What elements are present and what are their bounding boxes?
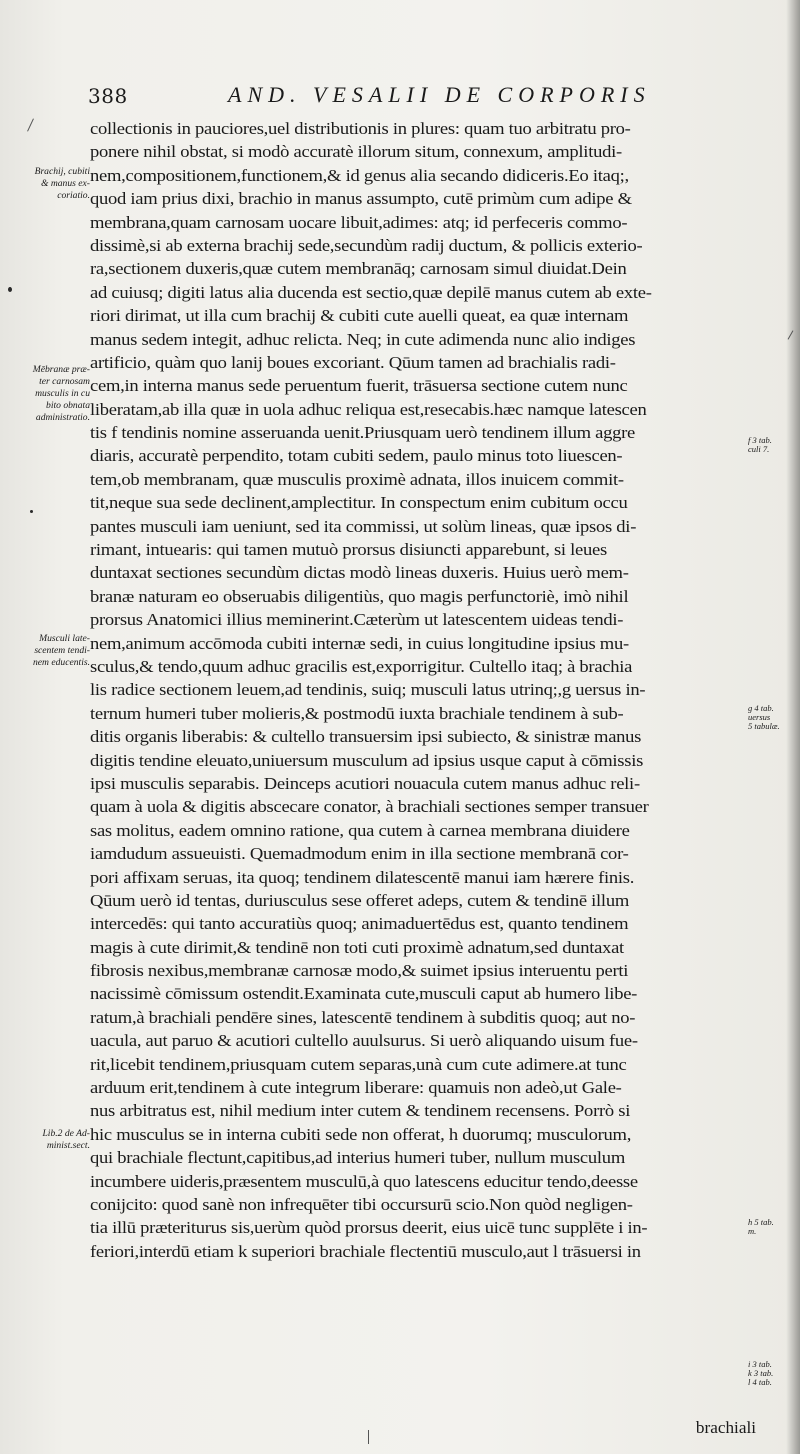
text-line: sculus,& tendo,quum adhuc gracilis est,exporrigitur. Cultello itaq; à brachia [90, 656, 633, 676]
text-line: dissimè,si ab externa brachij sede,secundùm radij ductum, & pollicis exterio- [90, 235, 643, 255]
margin-note: Mēbranæ præ- ter carnosam musculis in cu bito obnata administratio. [32, 364, 90, 423]
text-line: duntaxat sectiones secundùm dictas modò lineas duxeris. Huius uerò mem- [90, 563, 629, 583]
paper-mark [368, 1430, 369, 1444]
catchword: brachiali [695, 1418, 756, 1437]
text-line: tem,ob membranam, quæ musculis proximè adnata, illos inuicem commit- [90, 469, 624, 489]
text-line: manus sedem integit, adhuc relicta. Neq; in cute adimenda nunc alio indiges [90, 329, 636, 349]
text-line: ipsi musculis separabis. Deinceps acutiori nouacula cutem manus adhuc reli- [90, 773, 640, 793]
text-line: pantes musculi iam ueniunt, sed ita commissi, ut solùm lineas, quæ ipsos di- [90, 516, 637, 536]
text-line: quam à uola & digitis abscecare conator, à brachiali sectiones semper transuer [90, 797, 649, 817]
text-line: ponere nihil obstat, si modò accuratè illorum situm, connexum, amplitudi- [90, 142, 622, 162]
ink-spot [8, 287, 12, 292]
text-line: nus arbitratus est, nihil medium inter cutem & tendinem recensens. Porrò si [90, 1101, 631, 1121]
text-line: qui brachiale flectunt,capitibus,ad interius humeri tuber, nullum musculum [90, 1148, 625, 1168]
text-line: ra,sectionem duxeris,quæ cutem membranāq; carnosam simul diuidat.Dein [90, 259, 627, 279]
text-line: branæ naturam eo obseruabis diligentiùs, quo magis perfunctoriè, imò nihil [90, 586, 629, 606]
text-line: cem,in interna manus sede peruentum fuerit, trāsuersa sectione cutem nunc [90, 376, 628, 396]
text-line: prorsus Anatomici illius meminerint.Cæterùm ut latescentem uideas tendi- [90, 610, 624, 630]
margin-note: Lib.2 de Ad- minist.sect. [42, 1128, 90, 1151]
text-line: diaris, accuratè perpendito, totam cubiti sedem, paulo minus toto liuescen- [90, 446, 623, 466]
text-line: rimant, intuearis: qui tamen mutuò prorsus disiuncti apparebunt, si leues [90, 540, 607, 560]
text-line: ad cuiusq; digiti latus alia ducenda est sectio,quæ depilē manus cutem ab exte- [90, 282, 652, 302]
text-line: artificio, quàm quo lanij boues excoriant. Qūum tamen ad brachialis radi- [90, 352, 616, 372]
right-margin-reference: f 3 tab. culi 7. [748, 435, 772, 454]
text-line: tis f tendinis nomine asseruanda uenit.Priusquam uerò tendinem illum aggre [90, 423, 636, 443]
text-line: magis à cute dirimit,& tendinē non toti cuti proximè adnatum,sed duntaxat [90, 937, 624, 957]
page-header [80, 84, 720, 114]
margin-note: Brachij, cubiti & manus ex- coriatio. [34, 166, 90, 201]
text-line: tia illū præteriturus sis,uerùm quòd prorsus deerit, eius uicē tunc supplēte i in- [90, 1218, 648, 1238]
text-line: ratum,à brachiali pendēre sines, latescentē tendinem à subditis quoq; aut no- [90, 1007, 636, 1027]
right-margin-reference: i 3 tab. k 3 tab. l 4 tab. [748, 1359, 774, 1387]
text-line: conijcito: quod sanè non infrequēter tibi occursurū scio.Non quòd negligen- [90, 1194, 633, 1214]
right-margin-reference: g 4 tab. uersus 5 tabulæ. [748, 703, 780, 731]
text-line: rit,licebit tendinem,priusquam cutem separas,unà cum cute adimere.at tunc [90, 1054, 627, 1074]
text-line: arduum erit,tendinem à cute integrum liberare: quamuis non adeò,ut Gale- [90, 1078, 622, 1098]
running-head: AND. VESALII DE CORPORIS [228, 82, 651, 107]
paper-mark [27, 118, 34, 131]
text-line: riori dirimat, ut illa cum brachij & cubiti cute auelli queat, ea quæ internam [90, 306, 629, 326]
text-line: intercedēs: qui tanto accuratiùs quoq; animaduertēdus est, quanto tendinem [90, 914, 629, 934]
text-line: nem,animum accōmoda cubiti internæ sedi, in cuius longitudine ipsius mu- [90, 633, 629, 653]
text-line: membrana,quam carnosam uocare libuit,adimes: atq; id perfeceris commo- [90, 212, 628, 232]
text-line: digitis tendine eleuato,uniuersum musculum ad ipsius usque caput à cōmissis [90, 750, 644, 770]
text-line: pori affixam seruas, ita quoq; tendinem dilatescentē manui iam hærere finis. [90, 867, 635, 887]
text-line: Qūum uerò id tentas, duriusculus sese offeret adeps, cutem & tendinē illum [90, 890, 630, 910]
text-line: nacissimè cōmissum ostendit.Examinata cute,musculi caput ab humero libe- [90, 984, 638, 1004]
text-line: liberatam,ab illa quæ in uola adhuc reliqua est,resecabis.hæc namque latescen [90, 399, 647, 419]
page-number: 388 [88, 84, 128, 108]
text-line: fibrosis nexibus,membranæ carnosæ modo,& suimet ipsius interuentu perti [90, 961, 629, 981]
text-line: ternum humeri tuber molieris,& postmodū iuxta brachiale tendinem à sub- [90, 703, 624, 723]
main-text-block [90, 117, 790, 1263]
text-line: nem,compositionem,functionem,& id genus alia secando didiceris.Eo itaq;, [90, 165, 629, 185]
text-line: quod iam prius dixi, brachio in manus assumpto, cutē primùm cum adipe & [90, 189, 632, 209]
text-line: uacula, aut paruo & acutiori cultello auulsurus. Si uerò aliquando uisum fue- [90, 1031, 638, 1051]
margin-note: Musculi late- scentem tendi- nem educentis. [32, 633, 90, 668]
text-line: hic musculus se in interna cubiti sede non offerat, h duorumq; musculorum, [90, 1124, 632, 1144]
text-line: collectionis in pauciores,uel distributionis in plures: quam tuo arbitratu pro- [90, 119, 631, 138]
right-margin-reference: h 5 tab. m. [748, 1217, 774, 1236]
text-line: sas molitus, eadem omnino ratione, qua cutem à carnea membrana diuidere [90, 820, 630, 840]
text-line: lis radice sectionem leuem,ad tendinis, suiq; musculi latus utrinq;,g uersus in- [90, 680, 646, 700]
text-line: ditis organis liberabis: & cultello transuersim ipsi subiecto, & sinistræ manus [90, 727, 642, 747]
text-line: tit,neque sua sede declinent,amplectitur. In conspectum enim cubitum occu [90, 493, 628, 513]
text-line: incumbere uideris,præsentem musculū,à quo latescens educitur tendo,deesse [90, 1171, 638, 1191]
text-line: iamdudum assueuisti. Quemadmodum enim in illa sectione membranā cor- [90, 844, 629, 864]
text-line: feriori,interdū etiam k superiori brachiale flectentiū musculo,aut l trāsuersi in [90, 1241, 641, 1261]
ink-spot [30, 510, 33, 513]
